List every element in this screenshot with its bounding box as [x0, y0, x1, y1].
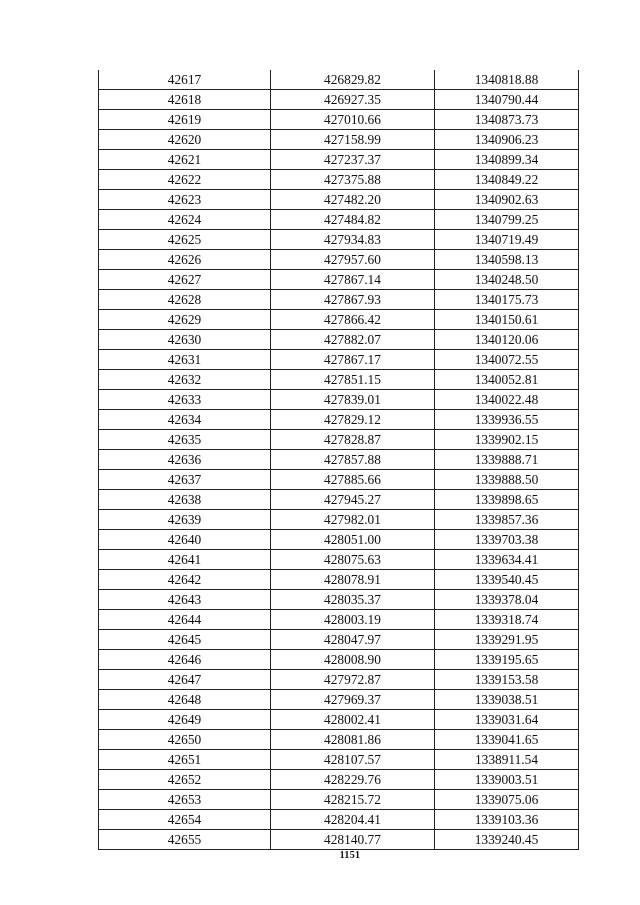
table-row	[99, 310, 579, 330]
y-coordinate-cell: 1340899.34	[435, 150, 579, 170]
x-coordinate-cell: 427866.42	[271, 310, 435, 330]
table-row	[99, 790, 579, 810]
x-coordinate-cell: 427482.20	[271, 190, 435, 210]
point-id-cell: 42654	[99, 810, 271, 830]
y-coordinate-cell: 1340150.61	[435, 310, 579, 330]
table-row	[99, 290, 579, 310]
point-id-cell: 42623	[99, 190, 271, 210]
table-row	[99, 630, 579, 650]
x-coordinate-cell: 427828.87	[271, 430, 435, 450]
table-row	[99, 730, 579, 750]
y-coordinate-cell: 1340248.50	[435, 270, 579, 290]
x-coordinate-cell: 428078.91	[271, 570, 435, 590]
point-id-cell: 42636	[99, 450, 271, 470]
table-row	[99, 490, 579, 510]
table-row	[99, 590, 579, 610]
point-id-cell: 42632	[99, 370, 271, 390]
x-coordinate-cell: 428215.72	[271, 790, 435, 810]
point-id-cell: 42627	[99, 270, 271, 290]
x-coordinate-cell: 428107.57	[271, 750, 435, 770]
y-coordinate-cell: 1339318.74	[435, 610, 579, 630]
table-row	[99, 430, 579, 450]
point-id-cell: 42639	[99, 510, 271, 530]
x-coordinate-cell: 427484.82	[271, 210, 435, 230]
point-id-cell: 42640	[99, 530, 271, 550]
y-coordinate-cell: 1340598.13	[435, 250, 579, 270]
x-coordinate-cell: 427867.17	[271, 350, 435, 370]
x-coordinate-cell: 427972.87	[271, 670, 435, 690]
y-coordinate-cell: 1339857.36	[435, 510, 579, 530]
y-coordinate-cell: 1339634.41	[435, 550, 579, 570]
table-row	[99, 750, 579, 770]
table-row	[99, 350, 579, 370]
y-coordinate-cell: 1340849.22	[435, 170, 579, 190]
table-row	[99, 130, 579, 150]
x-coordinate-cell: 427945.27	[271, 490, 435, 510]
x-coordinate-cell: 428204.41	[271, 810, 435, 830]
table-row	[99, 390, 579, 410]
x-coordinate-cell: 427839.01	[271, 390, 435, 410]
x-coordinate-cell: 427829.12	[271, 410, 435, 430]
table-row	[99, 510, 579, 530]
point-id-cell: 42620	[99, 130, 271, 150]
x-coordinate-cell: 427957.60	[271, 250, 435, 270]
y-coordinate-cell: 1339041.65	[435, 730, 579, 750]
table-row	[99, 210, 579, 230]
x-coordinate-cell: 427857.88	[271, 450, 435, 470]
table-row	[99, 190, 579, 210]
point-id-cell: 42650	[99, 730, 271, 750]
x-coordinate-cell: 427969.37	[271, 690, 435, 710]
table-row	[99, 330, 579, 350]
point-id-cell: 42629	[99, 310, 271, 330]
y-coordinate-cell: 1340052.81	[435, 370, 579, 390]
point-id-cell: 42625	[99, 230, 271, 250]
x-coordinate-cell: 427158.99	[271, 130, 435, 150]
point-id-cell: 42617	[99, 70, 271, 90]
table-row	[99, 650, 579, 670]
y-coordinate-cell: 1340818.88	[435, 70, 579, 90]
y-coordinate-cell: 1339703.38	[435, 530, 579, 550]
point-id-cell: 42635	[99, 430, 271, 450]
point-id-cell: 42643	[99, 590, 271, 610]
x-coordinate-cell: 428140.77	[271, 830, 435, 850]
table-row	[99, 710, 579, 730]
page-number: 1151	[339, 850, 361, 861]
y-coordinate-cell: 1338911.54	[435, 750, 579, 770]
y-coordinate-cell: 1339888.50	[435, 470, 579, 490]
point-id-cell: 42630	[99, 330, 271, 350]
table-row	[99, 70, 579, 90]
table-row	[99, 570, 579, 590]
table-row	[99, 670, 579, 690]
point-id-cell: 42628	[99, 290, 271, 310]
point-id-cell: 42645	[99, 630, 271, 650]
point-id-cell: 42655	[99, 830, 271, 850]
point-id-cell: 42621	[99, 150, 271, 170]
y-coordinate-cell: 1339038.51	[435, 690, 579, 710]
x-coordinate-cell: 427934.83	[271, 230, 435, 250]
y-coordinate-cell: 1340175.73	[435, 290, 579, 310]
y-coordinate-cell: 1339898.65	[435, 490, 579, 510]
x-coordinate-cell: 427375.88	[271, 170, 435, 190]
y-coordinate-cell: 1339031.64	[435, 710, 579, 730]
table-row	[99, 530, 579, 550]
y-coordinate-cell: 1340799.25	[435, 210, 579, 230]
y-coordinate-cell: 1339888.71	[435, 450, 579, 470]
x-coordinate-cell: 427867.14	[271, 270, 435, 290]
y-coordinate-cell: 1339003.51	[435, 770, 579, 790]
coordinate-table	[98, 70, 579, 850]
table-row	[99, 410, 579, 430]
point-id-cell: 42649	[99, 710, 271, 730]
x-coordinate-cell: 428002.41	[271, 710, 435, 730]
x-coordinate-cell: 427982.01	[271, 510, 435, 530]
y-coordinate-cell: 1340902.63	[435, 190, 579, 210]
y-coordinate-cell: 1339936.55	[435, 410, 579, 430]
table-row	[99, 450, 579, 470]
x-coordinate-cell: 428081.86	[271, 730, 435, 750]
y-coordinate-cell: 1340790.44	[435, 90, 579, 110]
table-row	[99, 370, 579, 390]
x-coordinate-cell: 428003.19	[271, 610, 435, 630]
point-id-cell: 42644	[99, 610, 271, 630]
point-id-cell: 42633	[99, 390, 271, 410]
point-id-cell: 42634	[99, 410, 271, 430]
point-id-cell: 42637	[99, 470, 271, 490]
table-row	[99, 170, 579, 190]
table-row	[99, 690, 579, 710]
point-id-cell: 42648	[99, 690, 271, 710]
x-coordinate-cell: 426927.35	[271, 90, 435, 110]
y-coordinate-cell: 1339153.58	[435, 670, 579, 690]
point-id-cell: 42624	[99, 210, 271, 230]
x-coordinate-cell: 427010.66	[271, 110, 435, 130]
y-coordinate-cell: 1340719.49	[435, 230, 579, 250]
x-coordinate-cell: 427867.93	[271, 290, 435, 310]
x-coordinate-cell: 428229.76	[271, 770, 435, 790]
table-row	[99, 810, 579, 830]
y-coordinate-cell: 1339075.06	[435, 790, 579, 810]
y-coordinate-cell: 1339195.65	[435, 650, 579, 670]
point-id-cell: 42626	[99, 250, 271, 270]
table-row	[99, 150, 579, 170]
y-coordinate-cell: 1339103.36	[435, 810, 579, 830]
y-coordinate-cell: 1340072.55	[435, 350, 579, 370]
point-id-cell: 42646	[99, 650, 271, 670]
point-id-cell: 42647	[99, 670, 271, 690]
y-coordinate-cell: 1340120.06	[435, 330, 579, 350]
x-coordinate-cell: 427851.15	[271, 370, 435, 390]
x-coordinate-cell: 428075.63	[271, 550, 435, 570]
y-coordinate-cell: 1339240.45	[435, 830, 579, 850]
table-row	[99, 610, 579, 630]
x-coordinate-cell: 428047.97	[271, 630, 435, 650]
table-row	[99, 110, 579, 130]
y-coordinate-cell: 1339540.45	[435, 570, 579, 590]
coordinate-table-body	[99, 70, 579, 850]
table-row	[99, 270, 579, 290]
point-id-cell: 42641	[99, 550, 271, 570]
y-coordinate-cell: 1339291.95	[435, 630, 579, 650]
x-coordinate-cell: 427237.37	[271, 150, 435, 170]
point-id-cell: 42651	[99, 750, 271, 770]
x-coordinate-cell: 428051.00	[271, 530, 435, 550]
y-coordinate-cell: 1340906.23	[435, 130, 579, 150]
point-id-cell: 42618	[99, 90, 271, 110]
point-id-cell: 42622	[99, 170, 271, 190]
y-coordinate-cell: 1340022.48	[435, 390, 579, 410]
point-id-cell: 42642	[99, 570, 271, 590]
point-id-cell: 42631	[99, 350, 271, 370]
y-coordinate-cell: 1340873.73	[435, 110, 579, 130]
point-id-cell: 42653	[99, 790, 271, 810]
table-row	[99, 250, 579, 270]
point-id-cell: 42619	[99, 110, 271, 130]
table-row	[99, 830, 579, 850]
table-row	[99, 550, 579, 570]
x-coordinate-cell: 426829.82	[271, 70, 435, 90]
x-coordinate-cell: 427885.66	[271, 470, 435, 490]
table-row	[99, 470, 579, 490]
table-row	[99, 230, 579, 250]
y-coordinate-cell: 1339902.15	[435, 430, 579, 450]
x-coordinate-cell: 428035.37	[271, 590, 435, 610]
x-coordinate-cell: 427882.07	[271, 330, 435, 350]
y-coordinate-cell: 1339378.04	[435, 590, 579, 610]
table-row	[99, 90, 579, 110]
point-id-cell: 42638	[99, 490, 271, 510]
table-row	[99, 770, 579, 790]
x-coordinate-cell: 428008.90	[271, 650, 435, 670]
point-id-cell: 42652	[99, 770, 271, 790]
